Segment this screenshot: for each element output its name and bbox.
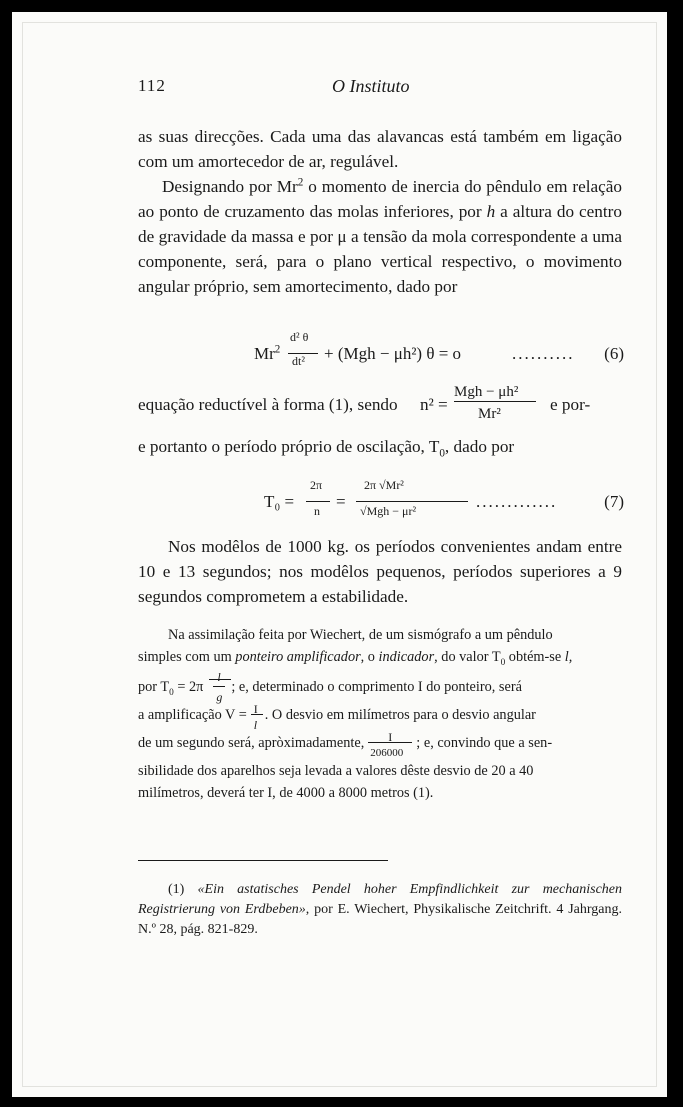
small-line-7: milímetros, deverá ter I, de 4000 a 8000 metros (1). — [138, 785, 434, 801]
p2-moment-exponent: 2 — [297, 176, 304, 189]
paragraph-3: Nos modêlos de 1000 kg. os períodos convenientes andam entre 10 e 13 segundos; nos modêlos pequenos, períodos superiores a 9 segundos comprometem a estabilidade. — [138, 537, 622, 606]
footnote — [138, 880, 622, 940]
footnote-marker: (1) — [168, 882, 185, 897]
eq6-denominator: dt² — [292, 354, 305, 368]
equation-6 — [254, 330, 624, 380]
p2-mu-symbol: μ — [337, 227, 347, 246]
footnote-divider — [138, 860, 388, 861]
main-text — [138, 124, 622, 299]
reduction-denominator: Mr² — [478, 406, 501, 422]
eq7-numerator-1: 2π — [310, 478, 323, 492]
p2-h-symbol: h — [486, 202, 496, 221]
reduction-numerator: Mgh − μh² — [454, 384, 519, 400]
paragraph-2 — [138, 174, 622, 299]
eq6-lhs: Mr$^2$ — [254, 343, 281, 363]
paragraph-1: as suas direcções. Cada uma das alavancas está também em ligação com um amortecedor de ar, regulável. — [138, 127, 622, 171]
small-line-1: Na assimilação feita por Wiechert, de um sismógrafo a um pêndulo — [168, 627, 553, 643]
paragraph-reduction — [138, 382, 622, 462]
footnote-title: «Ein astatisches Pendel hoher Empfindlichkeit zur mechanischen Registrierung von Erdbeben» — [138, 882, 622, 917]
reduction-text-1: equação reductível à forma (1), sendo — [138, 395, 398, 414]
eq7-fraction-bar-2 — [356, 501, 468, 502]
eq7-leader-dots: ............. — [476, 492, 558, 511]
running-title: O Instituto — [332, 76, 410, 96]
footnote-citation: , por E. Wiechert, Physikalische Zeitchrift. 4 Jahrgang. N.º 28, pág. 821-829. — [138, 902, 622, 937]
page-number: 112 — [138, 76, 166, 95]
small-line-2: simples com um ponteiro amplificador, o indicador, do valor $T_0$ obtém-se l, — [138, 649, 573, 668]
p2-text-1: Designando por — [162, 177, 277, 196]
small-line-5: de um segundo será, apròximadamente, I 206000 ; e, convindo que a sen- — [138, 729, 553, 759]
eq7-number: (7) — [604, 492, 624, 511]
reduction-text-2: e portanto o período próprio de oscilação, $T_0$, dado por — [138, 437, 515, 460]
p2-text-4: a tensão da mola correspondente a uma componente, será, para o plano vertical respectivo, o movimento angular próprio, sem amortecimento, dado por — [138, 227, 622, 296]
book-page — [12, 12, 667, 1097]
small-line-3: por $T_0 = 2\pi$ $\frac{l}{g}$ ; e, determinado o comprimento I do ponteiro, será — [138, 670, 522, 705]
eq7-denominator-1: n — [314, 504, 320, 518]
eq7-fraction-bar-1 — [306, 501, 330, 502]
small-line-6: sibilidade dos aparelhos seja levada a valores dêste desvio de 20 a 40 — [138, 763, 534, 779]
eq7-lhs: T₀ = — [264, 492, 295, 511]
eq6-leader-dots: .......... — [512, 344, 575, 363]
eq6-number: (6) — [604, 344, 624, 363]
eq7-equals: = — [336, 492, 346, 511]
eq6-rest: + (Mgh − μh²) θ = o — [324, 344, 462, 363]
eq7-denominator-2: √Mgh − μr² — [360, 504, 417, 518]
equation-7 — [264, 474, 624, 534]
reduction-n2: n² = — [420, 395, 448, 414]
reduction-text-2-start: e por- — [550, 395, 591, 414]
page-header — [138, 76, 618, 100]
small-line-4: a amplificação V = I l . O desvio em milímetros para o desvio angular — [138, 701, 536, 732]
p2-text-3: a altura do centro de gravidade da massa e por — [138, 202, 622, 246]
eq7-numerator-2: 2π √Mr² — [364, 478, 404, 492]
eq6-numerator: d² θ — [290, 330, 309, 344]
p2-moment-symbol: Mr — [276, 177, 298, 196]
p2-text-2: o momento de inercia do pêndulo em relação ao ponto de cruzamento das molas inferiores, por — [138, 177, 622, 221]
